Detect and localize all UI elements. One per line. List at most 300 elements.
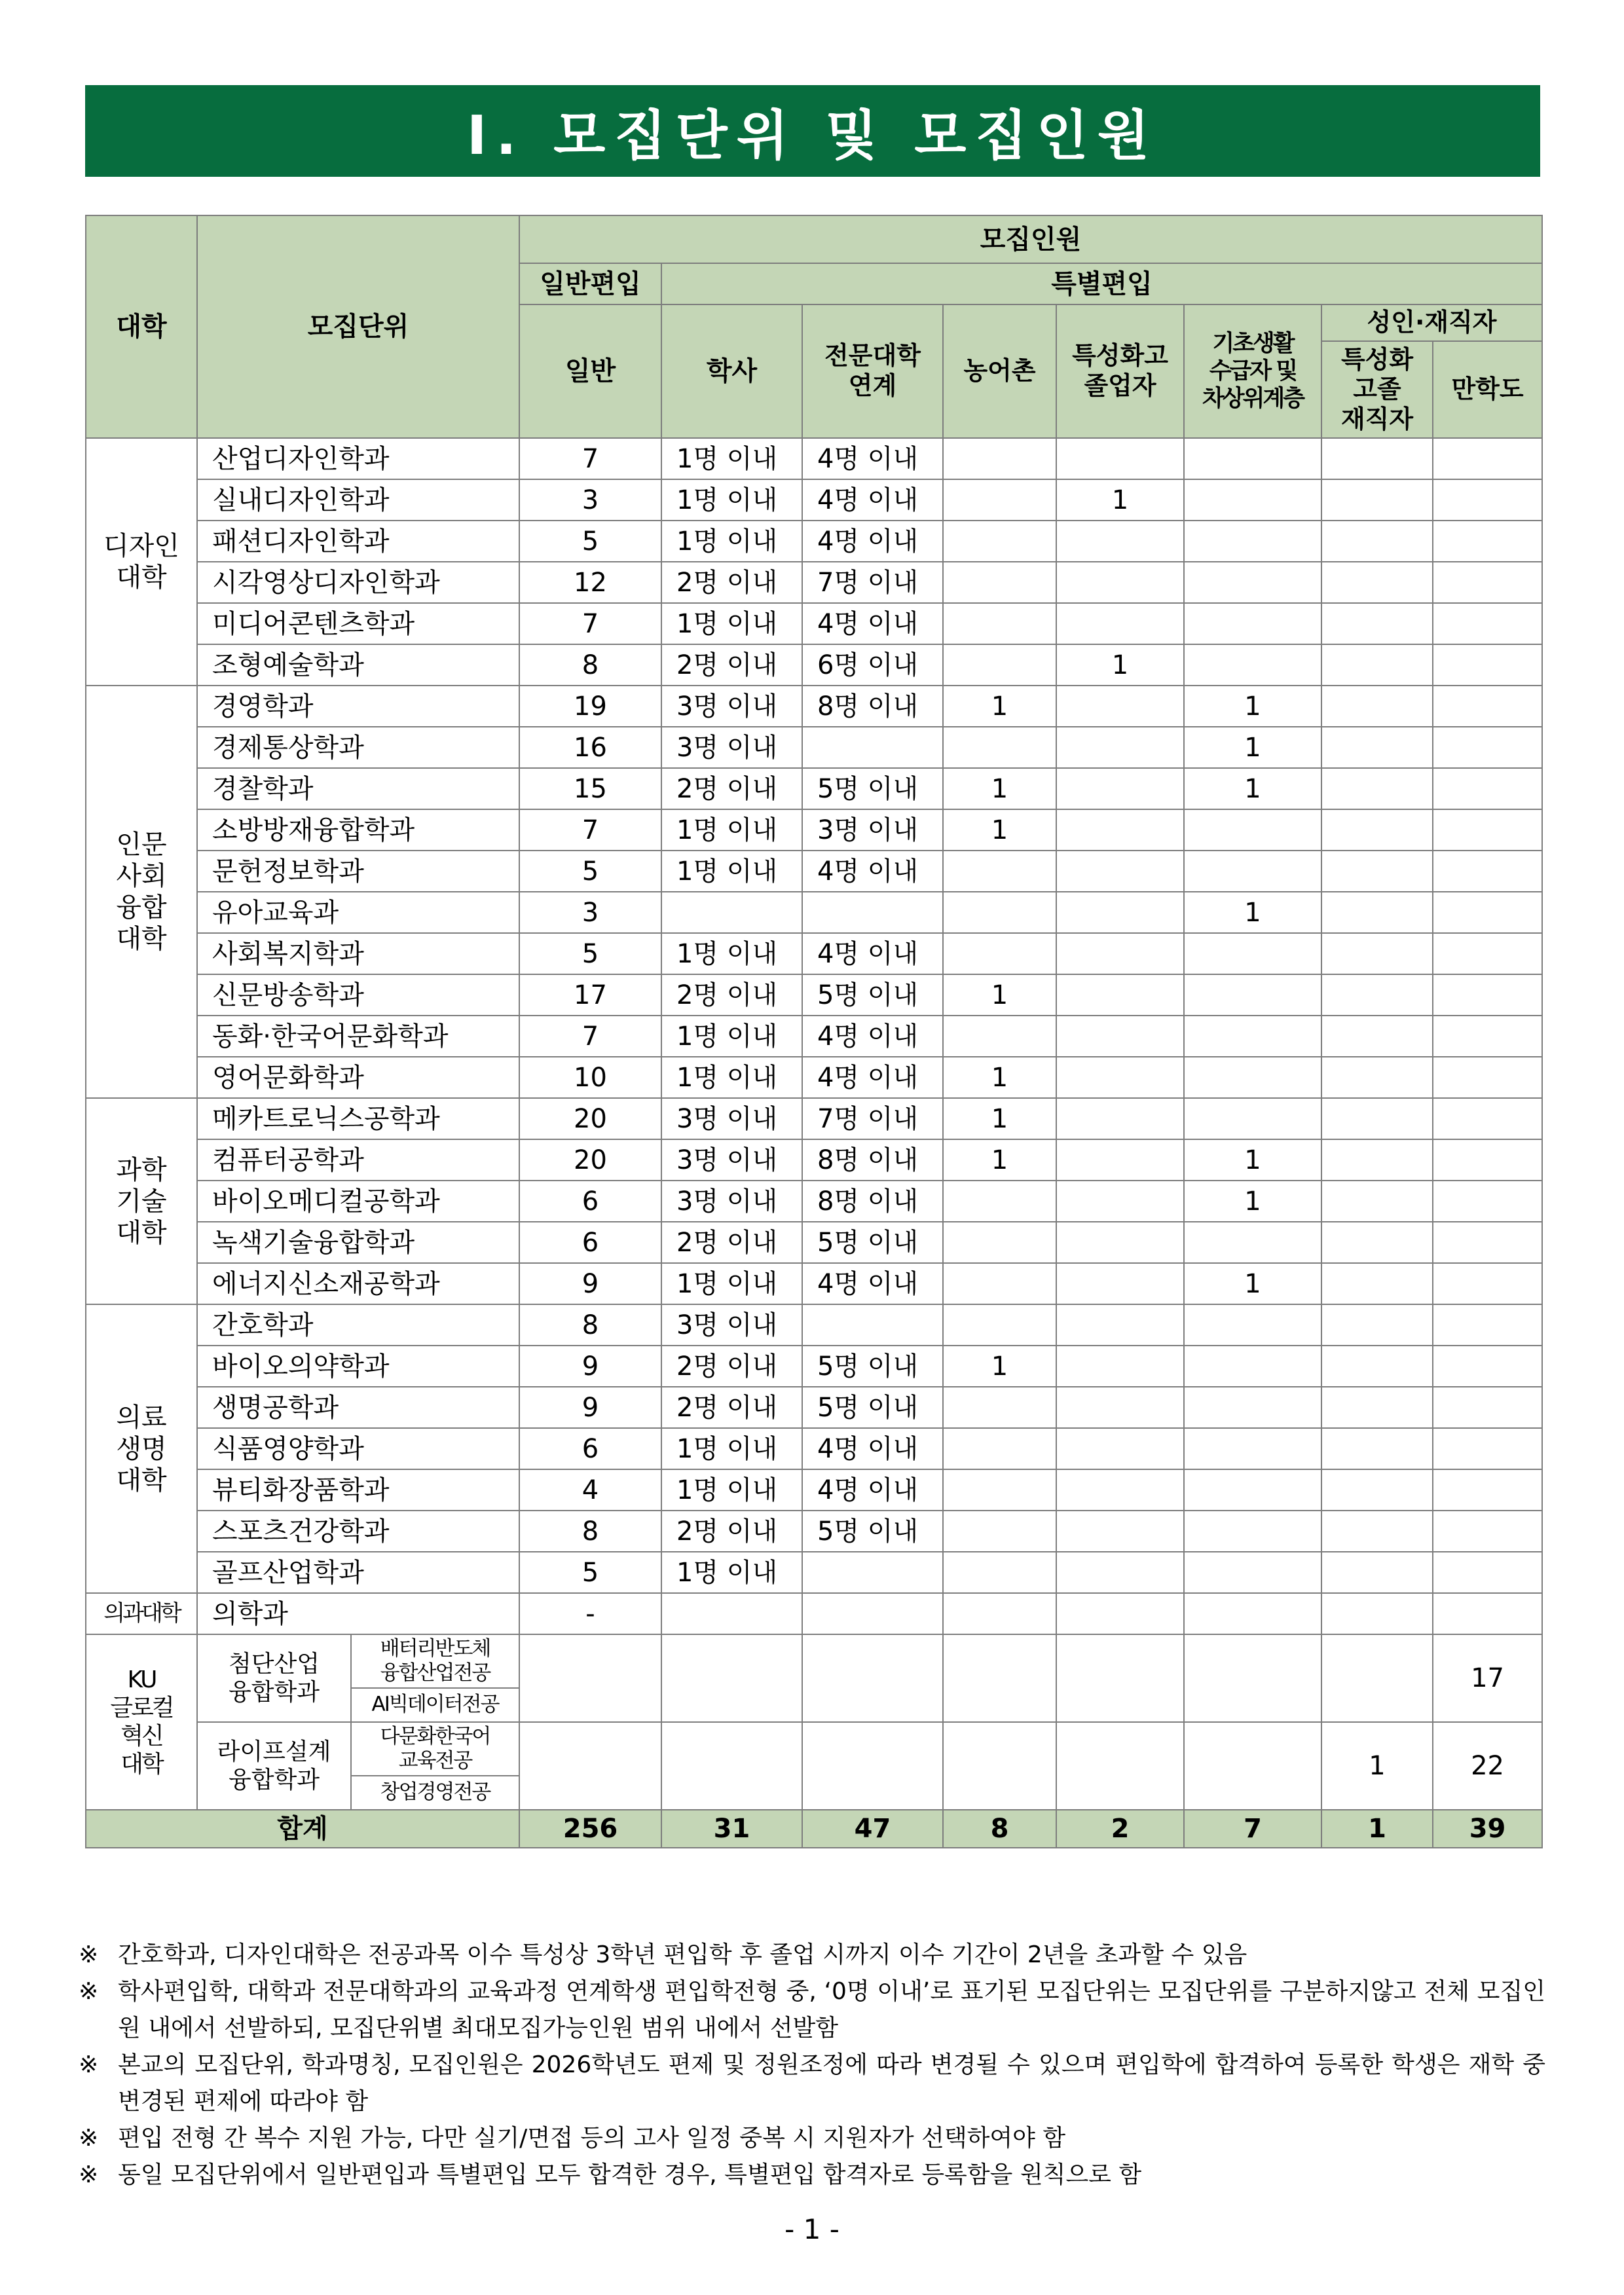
value-cell-special-hs	[1056, 809, 1184, 851]
value-cell-adult-hs	[1321, 1263, 1433, 1304]
value-cell-general: 3	[519, 892, 661, 933]
college-name-line: 융합	[116, 892, 167, 923]
value-cell-general: 9	[519, 1263, 661, 1304]
value-cell-bachelor: 3명 이내	[661, 727, 802, 768]
value-cell-basic: 1	[1184, 727, 1321, 768]
college-cell	[86, 438, 197, 686]
value-cell-bachelor: 1명 이내	[661, 1016, 802, 1057]
value-cell-junior: 4명 이내	[802, 933, 943, 974]
value-cell-late	[1433, 438, 1542, 479]
value-cell-rural	[943, 933, 1056, 974]
empty-cell	[802, 1634, 943, 1722]
value-cell-adult-hs	[1321, 809, 1433, 851]
table-row	[86, 686, 1542, 727]
value-cell-bachelor	[661, 1593, 802, 1634]
header-junior-college	[802, 304, 943, 438]
ku-major-cell	[351, 1722, 519, 1776]
college-name-line: 대학	[120, 1751, 162, 1778]
value-cell-basic	[1184, 1387, 1321, 1428]
value-cell-bachelor: 1명 이내	[661, 1552, 802, 1593]
note-mark: ※	[79, 1941, 99, 1968]
unit-cell: 조형예술학과	[197, 644, 519, 686]
value-cell-bachelor: 1명 이내	[661, 1469, 802, 1511]
unit-cell: 영어문화학과	[197, 1057, 519, 1098]
value-cell-bachelor	[661, 892, 802, 933]
value-cell-special-hs	[1056, 1552, 1184, 1593]
note-item	[79, 2047, 1545, 2120]
value-cell-late	[1433, 644, 1542, 686]
value-cell-adult-hs	[1321, 933, 1433, 974]
college-cell	[86, 1304, 197, 1593]
value-cell-adult-hs	[1321, 1387, 1433, 1428]
unit-cell: 식품영양학과	[197, 1428, 519, 1469]
ku-major-line: 배터리반도체	[380, 1636, 490, 1661]
value-cell-junior: 8명 이내	[802, 1139, 943, 1181]
value-cell-general: 5	[519, 933, 661, 974]
note-item	[79, 2157, 1545, 2194]
table-row	[86, 727, 1542, 768]
value-cell-late: 22	[1433, 1722, 1542, 1810]
value-cell-junior: 6명 이내	[802, 644, 943, 686]
value-cell-junior: 7명 이내	[802, 562, 943, 603]
value-cell-basic	[1184, 562, 1321, 603]
unit-cell: 사회복지학과	[197, 933, 519, 974]
table-row	[86, 1016, 1542, 1057]
value-cell-late	[1433, 686, 1542, 727]
unit-cell: 신문방송학과	[197, 974, 519, 1016]
header-general-transfer: 일반편입	[519, 263, 661, 304]
college-name-line: KU	[127, 1666, 156, 1693]
header-adult-hs	[1321, 341, 1433, 438]
value-cell-rural	[943, 1593, 1056, 1634]
value-cell-rural: 1	[943, 1057, 1056, 1098]
value-cell-basic	[1184, 1222, 1321, 1263]
value-cell-bachelor: 1명 이내	[661, 438, 802, 479]
value-cell-general: 8	[519, 644, 661, 686]
value-cell-late	[1433, 1552, 1542, 1593]
value-cell-general: 5	[519, 521, 661, 562]
header-quota: 모집인원	[519, 215, 1542, 263]
value-cell-bachelor: 1명 이내	[661, 1057, 802, 1098]
value-cell-adult-hs	[1321, 1552, 1433, 1593]
ku-major-cell	[351, 1688, 519, 1722]
value-cell-bachelor: 2명 이내	[661, 562, 802, 603]
empty-cell	[519, 1722, 661, 1810]
college-name-line: 사회	[116, 861, 167, 891]
value-cell-bachelor: 3명 이내	[661, 1181, 802, 1222]
value-cell-general: 4	[519, 1469, 661, 1511]
unit-cell: 에너지신소재공학과	[197, 1263, 519, 1304]
value-cell-rural: 1	[943, 768, 1056, 809]
value-cell-special-hs	[1056, 768, 1184, 809]
value-cell-junior	[802, 892, 943, 933]
value-cell-adult-hs	[1321, 1304, 1433, 1346]
value-cell-basic: 1	[1184, 892, 1321, 933]
value-cell-general: 7	[519, 603, 661, 644]
value-cell-rural	[943, 727, 1056, 768]
value-cell-basic	[1184, 1346, 1321, 1387]
total-cell-late: 39	[1433, 1810, 1542, 1848]
college-name-line: 의료	[116, 1402, 167, 1433]
value-cell-special-hs	[1056, 1181, 1184, 1222]
unit-cell: 의학과	[197, 1593, 519, 1634]
unit-cell: 소방방재융합학과	[197, 809, 519, 851]
note-mark: ※	[79, 2051, 99, 2078]
note-item	[79, 1937, 1545, 1974]
value-cell-special-hs	[1056, 438, 1184, 479]
value-cell-rural	[943, 438, 1056, 479]
value-cell-late	[1433, 727, 1542, 768]
value-cell-special-hs	[1056, 1139, 1184, 1181]
value-cell-junior: 4명 이내	[802, 438, 943, 479]
value-cell-basic	[1184, 438, 1321, 479]
note-text: 간호학과, 디자인대학은 전공과목 이수 특성상 3학년 편입학 후 졸업 시까지 이수 기간이 2년을 초과할 수 있음	[118, 1941, 1247, 1968]
value-cell-general: 17	[519, 974, 661, 1016]
table-row	[86, 809, 1542, 851]
value-cell-basic	[1184, 1511, 1321, 1552]
value-cell-basic: 1	[1184, 1181, 1321, 1222]
value-cell-late	[1433, 1428, 1542, 1469]
ku-dept-cell	[197, 1722, 351, 1810]
value-cell-basic: 1	[1184, 1139, 1321, 1181]
value-cell-general: 7	[519, 1016, 661, 1057]
value-cell-special-hs	[1056, 521, 1184, 562]
value-cell-rural: 1	[943, 1346, 1056, 1387]
value-cell-junior: 4명 이내	[802, 521, 943, 562]
college-name-line: 대학	[116, 1217, 167, 1248]
table-row	[86, 521, 1542, 562]
table-row	[86, 1222, 1542, 1263]
value-cell-bachelor: 1명 이내	[661, 851, 802, 892]
quota-table	[85, 215, 1543, 1848]
value-cell-junior: 5명 이내	[802, 1346, 943, 1387]
page-title: Ⅰ. 모집단위 및 모집인원	[85, 85, 1540, 177]
note-mark: ※	[79, 2161, 99, 2188]
value-cell-basic	[1184, 1593, 1321, 1634]
value-cell-special-hs	[1056, 1469, 1184, 1511]
value-cell-basic	[1184, 851, 1321, 892]
value-cell-late	[1433, 1057, 1542, 1098]
value-cell-basic	[1184, 644, 1321, 686]
total-label: 합계	[86, 1810, 519, 1848]
value-cell-late	[1433, 851, 1542, 892]
table-row	[86, 1387, 1542, 1428]
value-cell-basic	[1184, 1098, 1321, 1139]
total-cell-general: 256	[519, 1810, 661, 1848]
value-cell-general: 10	[519, 1057, 661, 1098]
value-cell-rural	[943, 851, 1056, 892]
value-cell-special-hs	[1056, 1222, 1184, 1263]
value-cell-late	[1433, 974, 1542, 1016]
value-cell-late: 17	[1433, 1634, 1542, 1722]
value-cell-rural: 1	[943, 1139, 1056, 1181]
value-cell-basic	[1184, 1428, 1321, 1469]
table-row	[86, 479, 1542, 521]
value-cell-rural	[943, 1552, 1056, 1593]
college-name-line: 대학	[116, 924, 167, 954]
note-mark: ※	[79, 1978, 99, 2005]
unit-cell: 간호학과	[197, 1304, 519, 1346]
value-cell-general: 9	[519, 1387, 661, 1428]
unit-cell: 유아교육과	[197, 892, 519, 933]
value-cell-special-hs	[1056, 1304, 1184, 1346]
unit-cell: 미디어콘텐츠학과	[197, 603, 519, 644]
value-cell-adult-hs	[1321, 1346, 1433, 1387]
value-cell-junior	[802, 1552, 943, 1593]
total-row	[86, 1810, 1542, 1848]
value-cell-basic	[1184, 933, 1321, 974]
college-name-line: 혁신	[120, 1723, 162, 1750]
value-cell-special-hs: 1	[1056, 644, 1184, 686]
value-cell-general: 16	[519, 727, 661, 768]
value-cell-rural	[943, 1469, 1056, 1511]
value-cell-junior: 3명 이내	[802, 809, 943, 851]
table-row	[86, 1057, 1542, 1098]
value-cell-special-hs	[1056, 933, 1184, 974]
table-row	[86, 1552, 1542, 1593]
table-row	[86, 1181, 1542, 1222]
value-cell-bachelor: 1명 이내	[661, 809, 802, 851]
empty-cell	[1184, 1634, 1321, 1722]
value-cell-adult-hs	[1321, 562, 1433, 603]
value-cell-bachelor: 1명 이내	[661, 603, 802, 644]
table-row	[86, 1428, 1542, 1469]
note-text: 동일 모집단위에서 일반편입과 특별편입 모두 합격한 경우, 특별편입 합격자로 등록함을 원칙으로 함	[118, 2161, 1142, 2188]
header-late: 만학도	[1433, 341, 1542, 438]
value-cell-general: 20	[519, 1098, 661, 1139]
value-cell-junior: 5명 이내	[802, 1222, 943, 1263]
value-cell-adult-hs	[1321, 851, 1433, 892]
table-row	[86, 892, 1542, 933]
table-row	[86, 1139, 1542, 1181]
value-cell-special-hs	[1056, 1263, 1184, 1304]
empty-cell	[943, 1634, 1056, 1722]
note-text: 편입 전형 간 복수 지원 가능, 다만 실기/면접 등의 고사 일정 중복 시 지원자가 선택하여야 함	[118, 2125, 1066, 2152]
note-item	[79, 1974, 1545, 2047]
college-name-line: 인문	[116, 830, 167, 860]
value-cell-basic	[1184, 521, 1321, 562]
value-cell-rural	[943, 562, 1056, 603]
total-cell-basic: 7	[1184, 1810, 1321, 1848]
header-special-hs-line1: 특성화고	[1072, 341, 1168, 371]
value-cell-adult-hs	[1321, 1469, 1433, 1511]
value-cell-rural	[943, 1511, 1056, 1552]
value-cell-special-hs	[1056, 1057, 1184, 1098]
value-cell-late	[1433, 521, 1542, 562]
unit-cell: 골프산업학과	[197, 1552, 519, 1593]
value-cell-bachelor: 2명 이내	[661, 644, 802, 686]
value-cell-bachelor: 2명 이내	[661, 1511, 802, 1552]
empty-cell	[1056, 1722, 1184, 1810]
table-row	[86, 1593, 1542, 1634]
value-cell-rural	[943, 479, 1056, 521]
value-cell-basic	[1184, 1304, 1321, 1346]
table-row	[86, 438, 1542, 479]
value-cell-basic	[1184, 1016, 1321, 1057]
value-cell-special-hs	[1056, 892, 1184, 933]
value-cell-adult-hs	[1321, 892, 1433, 933]
value-cell-late	[1433, 933, 1542, 974]
unit-cell: 녹색기술융합학과	[197, 1222, 519, 1263]
value-cell-adult-hs	[1321, 974, 1433, 1016]
table-row	[86, 1469, 1542, 1511]
ku-major-line: 다문화한국어	[380, 1724, 490, 1748]
value-cell-special-hs	[1056, 1428, 1184, 1469]
header-junior-college-line2: 연계	[848, 371, 897, 400]
value-cell-bachelor: 1명 이내	[661, 1428, 802, 1469]
value-cell-late	[1433, 1098, 1542, 1139]
ku-dept-line: 라이프설계	[217, 1738, 331, 1765]
table-row	[86, 1634, 1542, 1688]
table-row	[86, 562, 1542, 603]
value-cell-late	[1433, 1181, 1542, 1222]
header-basic-line1: 기초생활	[1212, 331, 1293, 357]
value-cell-rural: 1	[943, 974, 1056, 1016]
header-junior-college-line1: 전문대학	[824, 341, 921, 371]
note-text: 학사편입학, 대학과 전문대학과의 교육과정 연계학생 편입학전형 중, ‘0명 이내’로 표기된 모집단위는 모집단위를 구분하지않고 전체 모집인원 내에서 선발하되, 모집단위별 최대모집가능인원 범위 내에서 선발함	[118, 1978, 1545, 2042]
value-cell-basic	[1184, 1057, 1321, 1098]
empty-cell	[519, 1634, 661, 1722]
college-name-line: 대학	[116, 562, 167, 593]
unit-cell: 바이오메디컬공학과	[197, 1181, 519, 1222]
value-cell-special-hs	[1056, 974, 1184, 1016]
value-cell-general: 15	[519, 768, 661, 809]
value-cell-junior: 8명 이내	[802, 686, 943, 727]
header-special-hs-line2: 졸업자	[1084, 371, 1156, 400]
header-college: 대학	[86, 215, 197, 438]
college-name-line: 디자인	[103, 531, 179, 561]
header-adult: 성인·재직자	[1321, 304, 1542, 341]
value-cell-general: 6	[519, 1222, 661, 1263]
value-cell-late	[1433, 603, 1542, 644]
value-cell-junior: 7명 이내	[802, 1098, 943, 1139]
ku-major-cell	[351, 1634, 519, 1688]
unit-cell: 스포츠건강학과	[197, 1511, 519, 1552]
value-cell-basic	[1184, 1552, 1321, 1593]
value-cell-general: 3	[519, 479, 661, 521]
total-cell-special-hs: 2	[1056, 1810, 1184, 1848]
value-cell-basic	[1184, 479, 1321, 521]
value-cell-junior: 4명 이내	[802, 1469, 943, 1511]
unit-cell: 패션디자인학과	[197, 521, 519, 562]
header-adult-hs-line2: 고졸	[1353, 375, 1401, 404]
college-cell	[86, 1098, 197, 1304]
value-cell-rural: 1	[943, 809, 1056, 851]
value-cell-rural	[943, 603, 1056, 644]
value-cell-bachelor: 1명 이내	[661, 521, 802, 562]
table-row	[86, 1263, 1542, 1304]
value-cell-junior: 4명 이내	[802, 603, 943, 644]
value-cell-junior	[802, 727, 943, 768]
value-cell-junior: 4명 이내	[802, 1016, 943, 1057]
value-cell-junior: 4명 이내	[802, 1057, 943, 1098]
college-name-line: 글로컬	[110, 1694, 173, 1721]
table-row	[86, 933, 1542, 974]
value-cell-rural	[943, 1181, 1056, 1222]
value-cell-bachelor: 1명 이내	[661, 1263, 802, 1304]
notes-section	[79, 1937, 1545, 2194]
table-row	[86, 644, 1542, 686]
college-name-line: 생명	[116, 1433, 167, 1464]
header-basic-line3: 차상위계층	[1202, 386, 1304, 412]
value-cell-late	[1433, 768, 1542, 809]
value-cell-basic: 1	[1184, 686, 1321, 727]
value-cell-rural	[943, 892, 1056, 933]
value-cell-special-hs	[1056, 1016, 1184, 1057]
ku-major-line: 창업경영전공	[380, 1780, 490, 1805]
value-cell-general: 12	[519, 562, 661, 603]
value-cell-special-hs	[1056, 1346, 1184, 1387]
table-row	[86, 851, 1542, 892]
value-cell-general: 8	[519, 1304, 661, 1346]
value-cell-adult-hs	[1321, 479, 1433, 521]
unit-cell: 경영학과	[197, 686, 519, 727]
value-cell-adult-hs: 1	[1321, 1722, 1433, 1810]
value-cell-adult-hs	[1321, 768, 1433, 809]
college-cell	[86, 686, 197, 1098]
value-cell-general: -	[519, 1593, 661, 1634]
unit-cell: 메카트로닉스공학과	[197, 1098, 519, 1139]
value-cell-late	[1433, 809, 1542, 851]
header-adult-hs-line1: 특성화	[1340, 344, 1414, 374]
value-cell-junior: 5명 이내	[802, 1511, 943, 1552]
unit-cell: 동화·한국어문화학과	[197, 1016, 519, 1057]
empty-cell	[661, 1722, 802, 1810]
value-cell-late	[1433, 1263, 1542, 1304]
value-cell-adult-hs	[1321, 1428, 1433, 1469]
value-cell-bachelor: 2명 이내	[661, 1387, 802, 1428]
header-basic-line2: 수급자 및	[1209, 358, 1297, 384]
value-cell-general: 7	[519, 438, 661, 479]
header-special-hs	[1056, 304, 1184, 438]
value-cell-general: 20	[519, 1139, 661, 1181]
value-cell-adult-hs	[1321, 438, 1433, 479]
value-cell-special-hs	[1056, 1387, 1184, 1428]
unit-cell: 경제통상학과	[197, 727, 519, 768]
header-special-transfer: 특별편입	[661, 263, 1542, 304]
ku-major-line: 융합산업전공	[380, 1661, 490, 1685]
header-rural: 농어촌	[943, 304, 1056, 438]
value-cell-bachelor: 2명 이내	[661, 1346, 802, 1387]
value-cell-late	[1433, 1511, 1542, 1552]
value-cell-basic	[1184, 1469, 1321, 1511]
empty-cell	[1184, 1722, 1321, 1810]
value-cell-bachelor: 2명 이내	[661, 974, 802, 1016]
college-name-line: 기술	[116, 1186, 167, 1217]
table-row	[86, 1304, 1542, 1346]
unit-cell: 산업디자인학과	[197, 438, 519, 479]
value-cell-rural	[943, 1304, 1056, 1346]
value-cell-rural: 1	[943, 1098, 1056, 1139]
value-cell-general: 6	[519, 1428, 661, 1469]
unit-cell: 경찰학과	[197, 768, 519, 809]
value-cell-adult-hs	[1321, 1016, 1433, 1057]
ku-dept-line: 융합학과	[228, 1679, 320, 1706]
unit-cell: 시각영상디자인학과	[197, 562, 519, 603]
value-cell-adult-hs	[1321, 521, 1433, 562]
value-cell-bachelor: 1명 이내	[661, 479, 802, 521]
value-cell-junior: 5명 이내	[802, 1387, 943, 1428]
note-text: 본교의 모집단위, 학과명칭, 모집인원은 2026학년도 편제 및 정원조정에 따라 변경될 수 있으며 편입학에 합격하여 등록한 학생은 재학 중 변경된 편제에 따라야 함	[118, 2051, 1545, 2115]
value-cell-junior: 4명 이내	[802, 479, 943, 521]
value-cell-bachelor: 3명 이내	[661, 1304, 802, 1346]
value-cell-junior	[802, 1593, 943, 1634]
value-cell-junior: 4명 이내	[802, 851, 943, 892]
value-cell-junior: 4명 이내	[802, 1428, 943, 1469]
value-cell-late	[1433, 1222, 1542, 1263]
value-cell-rural	[943, 1016, 1056, 1057]
value-cell-junior: 5명 이내	[802, 768, 943, 809]
